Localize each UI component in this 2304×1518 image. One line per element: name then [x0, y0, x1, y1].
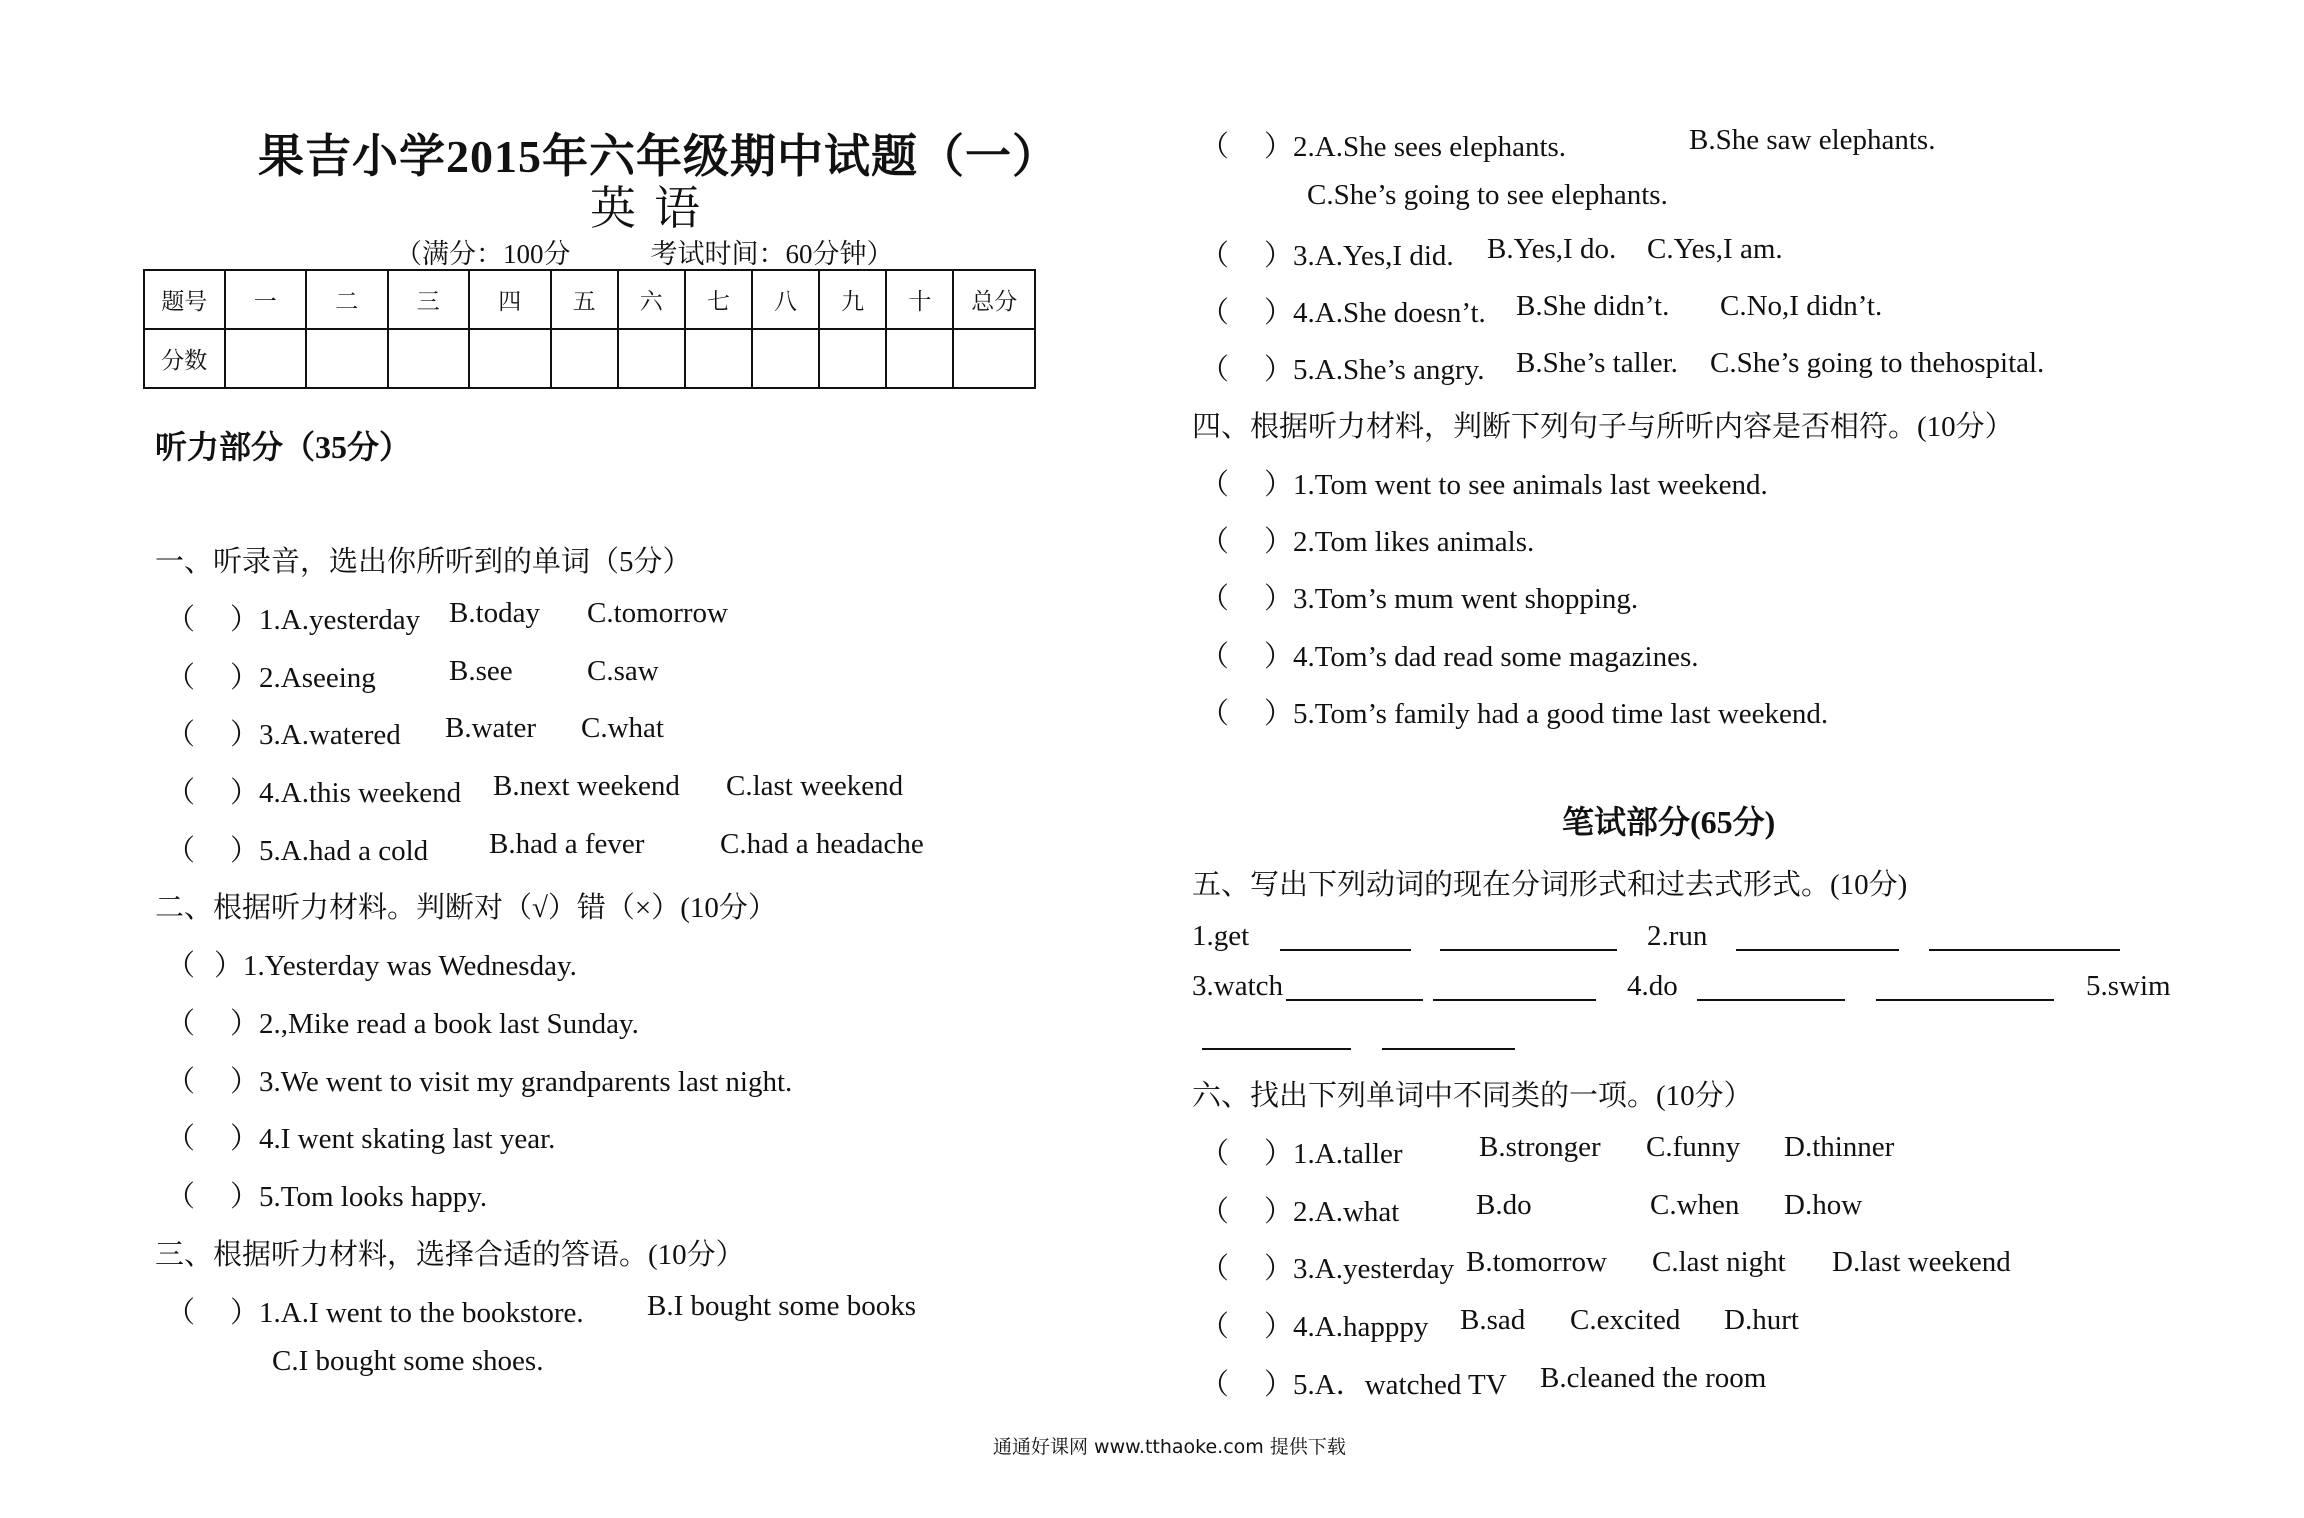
section-1-heading: 一、听录音，选出你所听到的单词（5分）	[155, 546, 692, 578]
option-c: C.excited	[1570, 1304, 1681, 1336]
answer-bracket-open[interactable]: （	[166, 604, 196, 636]
listening-heading: 听力部分（35分）	[155, 429, 412, 465]
option-c: C.last night	[1652, 1246, 1786, 1278]
answer-bracket-open[interactable]: （	[166, 777, 196, 809]
answer-bracket-open[interactable]: （	[166, 1297, 196, 1329]
answer-bracket-close: ）	[1264, 583, 1294, 615]
score-input-cell[interactable]	[685, 329, 752, 388]
option-c: C.saw	[587, 655, 659, 687]
answer-bracket-open[interactable]: （	[166, 835, 196, 867]
score-cell: 一	[225, 270, 307, 329]
statement: 3.Tom’s mum went shopping.	[1293, 583, 1639, 615]
score-row-label: 分数	[144, 329, 225, 388]
statement: 4.I went skating last year.	[259, 1123, 556, 1155]
answer-bracket-close: ）	[230, 662, 260, 694]
score-cell: 七	[685, 270, 752, 329]
answer-bracket-close: ）	[1264, 297, 1294, 329]
option-c: C.when	[1650, 1189, 1740, 1221]
answer-bracket-open[interactable]: （	[1200, 1311, 1230, 1343]
option-a: 5.A.had a cold	[259, 835, 429, 867]
option-a: 5.A.She’s angry.	[1293, 354, 1485, 386]
option-d: D.last weekend	[1832, 1246, 2011, 1278]
option-b: B.Yes,I do.	[1487, 233, 1617, 265]
verb-word: 5.swim	[2086, 970, 2171, 1002]
statement: 5.Tom’s family had a good time last weekend.	[1293, 698, 1829, 730]
question-row	[1200, 290, 1486, 331]
score-input-cell[interactable]	[752, 329, 819, 388]
statement: 2.Tom likes animals.	[1293, 526, 1535, 558]
answer-blank[interactable]	[1202, 1046, 1351, 1050]
answer-bracket-close: ）	[1264, 1253, 1294, 1285]
answer-blank[interactable]	[1736, 947, 1899, 951]
question-row	[1200, 233, 1454, 274]
question-row	[1200, 634, 1698, 675]
score-table	[143, 269, 1036, 389]
option-d: D.how	[1784, 1189, 1863, 1221]
score-cell: 八	[752, 270, 819, 329]
option-b: B.today	[449, 597, 541, 629]
question-row	[166, 1290, 584, 1331]
score-input-cell[interactable]	[819, 329, 886, 388]
answer-bracket-close: ）	[1264, 1196, 1294, 1228]
statement: 1.Tom went to see animals last weekend.	[1293, 469, 1768, 501]
answer-bracket-close: ）	[230, 1008, 260, 1040]
option-a: 5.A．watched TV	[1293, 1369, 1507, 1401]
question-row	[1200, 1189, 1399, 1230]
answer-bracket-close: ）	[1264, 354, 1294, 386]
option-b: B.She didn’t.	[1516, 290, 1670, 322]
answer-bracket-open[interactable]: （	[1200, 1369, 1230, 1401]
question-row	[1200, 691, 1828, 732]
answer-bracket-close: ）	[230, 777, 260, 809]
answer-bracket-close: ）	[1264, 240, 1294, 272]
footer-source: 通通好课网 www.tthaoke.com 提供下载	[993, 1436, 1346, 1458]
question-row	[1200, 576, 1638, 617]
option-b: B.stronger	[1479, 1131, 1601, 1163]
score-cell: 二	[306, 270, 388, 329]
option-a: 2.A.what	[1293, 1196, 1400, 1228]
score-cell: 六	[618, 270, 685, 329]
option-c: C.She’s going to thehospital.	[1710, 347, 2045, 379]
answer-blank[interactable]	[1440, 947, 1617, 951]
score-cell: 十	[886, 270, 953, 329]
statement: 2.,Mike read a book last Sunday.	[259, 1008, 639, 1040]
answer-bracket-close: ）	[1264, 131, 1294, 163]
verb-word: 3.watch	[1192, 970, 1283, 1002]
score-input-cell[interactable]	[953, 329, 1035, 388]
question-row	[1200, 347, 1484, 388]
statement: 5.Tom looks happy.	[259, 1181, 488, 1213]
section-3-heading: 三、根据听力材料，选择合适的答语。(10分）	[155, 1239, 745, 1271]
option-a: 3.A.watered	[259, 719, 401, 751]
option-c: C.No,I didn’t.	[1720, 290, 1883, 322]
answer-bracket-open[interactable]: （	[1200, 641, 1230, 673]
option-c: C.had a headache	[720, 828, 924, 860]
answer-bracket-close: ）	[1264, 469, 1294, 501]
section-4-heading: 四、根据听力材料，判断下列句子与所听内容是否相符。(10分）	[1192, 411, 2014, 443]
answer-blank[interactable]	[1876, 997, 2054, 1001]
answer-bracket-open[interactable]: （	[1200, 297, 1230, 329]
question-row	[166, 1059, 792, 1100]
answer-bracket-open[interactable]: （	[1200, 1138, 1230, 1170]
option-b: B.sad	[1460, 1304, 1526, 1336]
option-c: C.what	[581, 712, 664, 744]
score-input-cell[interactable]	[618, 329, 685, 388]
answer-bracket-close: ）	[230, 835, 260, 867]
exam-meta	[395, 232, 894, 271]
score-cell: 五	[551, 270, 618, 329]
option-a: 3.A.Yes,I did.	[1293, 240, 1454, 272]
statement: 1.Yesterday was Wednesday.	[243, 950, 577, 982]
answer-bracket-close: ）	[230, 1297, 260, 1329]
answer-bracket-open[interactable]: （	[1200, 240, 1230, 272]
option-c: C.I bought some shoes.	[272, 1345, 544, 1377]
option-a: 4.A.this weekend	[259, 777, 462, 809]
question-row	[1200, 1362, 1507, 1403]
option-c: C.last weekend	[726, 770, 904, 802]
question-row	[166, 943, 577, 984]
option-b: B.do	[1476, 1189, 1532, 1221]
subject-title: 英语	[590, 183, 718, 234]
answer-bracket-open[interactable]: （	[1200, 698, 1230, 730]
option-c: C.funny	[1646, 1131, 1741, 1163]
section-5-heading: 五、写出下列动词的现在分词形式和过去式形式。(10分)	[1192, 869, 1908, 901]
answer-bracket-open[interactable]: （	[1200, 1196, 1230, 1228]
option-a: 2.A.She sees elephants.	[1293, 131, 1567, 163]
score-cell: 题号	[144, 270, 225, 329]
answer-bracket-open[interactable]: （	[1200, 583, 1230, 615]
answer-bracket-close: ）	[230, 604, 260, 636]
option-b: B.next weekend	[493, 770, 680, 802]
score-input-cell[interactable]	[225, 329, 307, 388]
answer-bracket-open[interactable]: （	[1200, 354, 1230, 386]
answer-blank[interactable]	[1929, 947, 2120, 951]
question-row	[1200, 1304, 1428, 1345]
answer-bracket-open[interactable]: （	[166, 1123, 196, 1155]
written-heading: 笔试部分(65分)	[1562, 804, 1776, 840]
section-6-heading: 六、找出下列单词中不同类的一项。(10分）	[1192, 1080, 1753, 1112]
answer-bracket-close: ）	[1264, 698, 1294, 730]
option-b: B.tomorrow	[1466, 1246, 1607, 1278]
question-row	[166, 1001, 639, 1042]
answer-bracket-open[interactable]: （	[166, 1066, 196, 1098]
score-input-cell[interactable]	[886, 329, 953, 388]
question-row	[166, 655, 376, 696]
answer-bracket-open[interactable]: （	[1200, 1253, 1230, 1285]
option-d: D.thinner	[1784, 1131, 1895, 1163]
score-input-cell[interactable]	[388, 329, 470, 388]
answer-bracket-open[interactable]: （	[166, 662, 196, 694]
question-row	[1200, 462, 1768, 503]
option-b: B.I bought some books	[647, 1290, 917, 1322]
question-row	[166, 1116, 555, 1157]
answer-blank[interactable]	[1433, 997, 1596, 1001]
option-c: C.She’s going to see elephants.	[1307, 179, 1668, 211]
answer-blank[interactable]	[1280, 947, 1411, 951]
verb-word: 4.do	[1627, 970, 1678, 1002]
option-a: 4.A.She doesn’t.	[1293, 297, 1486, 329]
statement: 3.We went to visit my grandparents last night.	[259, 1066, 793, 1098]
option-b: B.had a fever	[489, 828, 645, 860]
score-cell: 四	[469, 270, 551, 329]
answer-bracket-close: ）	[214, 950, 244, 982]
score-table-score-row	[144, 329, 1035, 388]
option-a: 3.A.yesterday	[1293, 1253, 1455, 1285]
answer-bracket-open[interactable]: （	[166, 1181, 196, 1213]
score-input-cell[interactable]	[551, 329, 618, 388]
question-row	[166, 770, 461, 811]
score-cell: 九	[819, 270, 886, 329]
score-cell: 三	[388, 270, 470, 329]
answer-blank[interactable]	[1697, 997, 1845, 1001]
question-row	[166, 828, 428, 869]
answer-bracket-close: ）	[230, 1181, 260, 1213]
option-a: 4.A.happpy	[1293, 1311, 1429, 1343]
answer-bracket-open[interactable]: （	[166, 1008, 196, 1040]
answer-blank[interactable]	[1286, 997, 1423, 1001]
option-c: C.Yes,I am.	[1647, 233, 1783, 265]
answer-bracket-close: ）	[1264, 526, 1294, 558]
question-row	[166, 712, 401, 753]
exam-time: 考试时间：60分钟）	[650, 239, 894, 269]
exam-title: 果吉小学2015年六年级期中试题（一）	[258, 131, 1059, 182]
option-b: B.cleaned the room	[1540, 1362, 1767, 1394]
question-row	[1200, 124, 1566, 165]
option-c: C.tomorrow	[587, 597, 728, 629]
option-b: B.She saw elephants.	[1689, 124, 1936, 156]
question-row	[166, 597, 420, 638]
answer-bracket-open[interactable]: （	[1200, 131, 1230, 163]
full-marks: （满分：100分	[395, 239, 571, 269]
verb-word: 2.run	[1647, 920, 1708, 952]
score-table-header-row	[144, 270, 1035, 329]
statement: 4.Tom’s dad read some magazines.	[1293, 641, 1699, 673]
option-b: B.She’s taller.	[1516, 347, 1678, 379]
answer-bracket-close: ）	[1264, 1138, 1294, 1170]
section-2-heading: 二、根据听力材料。判断对（√）错（×）(10分）	[155, 892, 777, 924]
answer-bracket-close: ）	[230, 1066, 260, 1098]
option-b: B.water	[445, 712, 536, 744]
answer-bracket-close: ）	[1264, 1369, 1294, 1401]
option-a: 1.A.taller	[1293, 1138, 1403, 1170]
score-input-cell[interactable]	[469, 329, 551, 388]
question-row	[166, 1174, 487, 1215]
score-cell: 总分	[953, 270, 1035, 329]
score-input-cell[interactable]	[306, 329, 388, 388]
option-a: 1.A.yesterday	[259, 604, 421, 636]
answer-bracket-open[interactable]: （	[166, 719, 196, 751]
answer-blank[interactable]	[1382, 1046, 1515, 1050]
question-row	[1200, 519, 1534, 560]
answer-bracket-open[interactable]: （	[166, 950, 196, 982]
question-row	[1200, 1246, 1454, 1287]
answer-bracket-open[interactable]: （	[1200, 469, 1230, 501]
answer-bracket-open[interactable]: （	[1200, 526, 1230, 558]
question-row	[1200, 1131, 1403, 1172]
option-a: 2.Aseeing	[259, 662, 376, 694]
verb-word: 1.get	[1192, 920, 1250, 952]
answer-bracket-close: ）	[1264, 1311, 1294, 1343]
option-b: B.see	[449, 655, 513, 687]
answer-bracket-close: ）	[230, 719, 260, 751]
option-d: D.hurt	[1724, 1304, 1799, 1336]
answer-bracket-close: ）	[230, 1123, 260, 1155]
option-a: 1.A.I went to the bookstore.	[259, 1297, 584, 1329]
answer-bracket-close: ）	[1264, 641, 1294, 673]
